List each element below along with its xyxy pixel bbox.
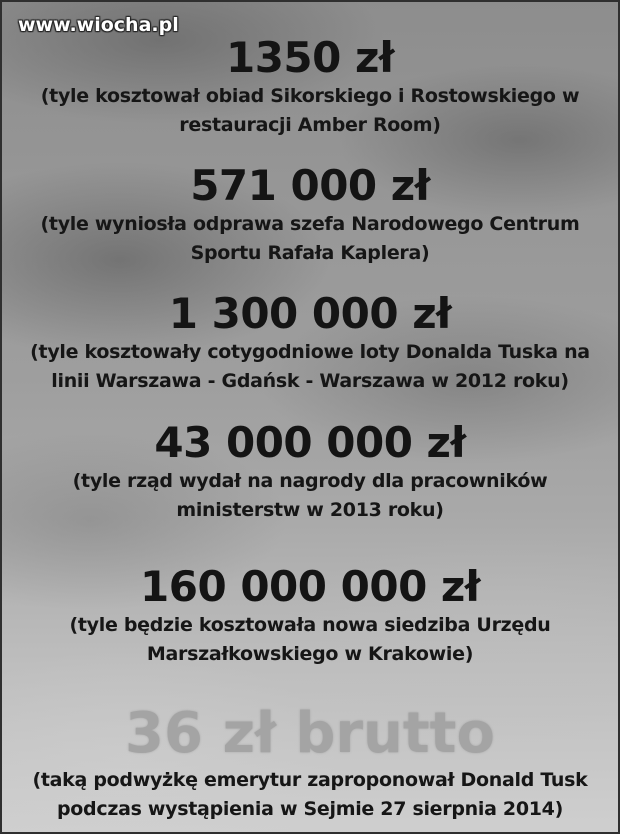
cost-amount: 160 000 000 zł bbox=[140, 562, 480, 611]
cost-item-2 bbox=[0, 162, 620, 268]
cost-description bbox=[0, 467, 620, 525]
cost-description-line: (taką podwyżkę emerytur zaproponował Donald Tusk bbox=[32, 769, 588, 791]
cost-item-1 bbox=[0, 34, 620, 140]
cost-description-line: ministerstw w 2013 roku) bbox=[176, 499, 444, 521]
cost-amount: 43 000 000 zł bbox=[154, 418, 466, 467]
cost-description-line: (tyle będzie kosztowała nowa siedziba Urzędu bbox=[69, 614, 551, 636]
cost-description-line: restauracji Amber Room) bbox=[179, 114, 441, 136]
pension-raise-amount: 36 zł brutto bbox=[125, 701, 495, 766]
cost-description-line: Marszałkowskiego w Krakowie) bbox=[146, 643, 474, 665]
cost-description bbox=[0, 82, 620, 140]
cost-amount: 1350 zł bbox=[225, 33, 395, 82]
cost-description bbox=[0, 766, 620, 824]
cost-description bbox=[0, 338, 620, 396]
cost-item-4 bbox=[0, 419, 620, 525]
cost-description-line: (tyle wyniosła odprawa szefa Narodowego Centrum bbox=[40, 213, 580, 235]
cost-item-5 bbox=[0, 563, 620, 669]
cost-description-line: linii Warszawa - Gdańsk - Warszawa w 2012 roku) bbox=[51, 370, 569, 392]
cost-item-3 bbox=[0, 290, 620, 396]
watermark-text: www.wiocha.pl bbox=[18, 14, 179, 36]
cost-description-line: podczas wystąpienia w Sejmie 27 sierpnia 2014) bbox=[57, 798, 563, 820]
cost-description bbox=[0, 611, 620, 669]
cost-description-line: (tyle kosztował obiad Sikorskiego i Rostowskiego w bbox=[40, 85, 580, 107]
cost-amount: 1 300 000 zł bbox=[168, 289, 452, 338]
cost-description-line: (tyle rząd wydał na nagrody dla pracowników bbox=[72, 470, 548, 492]
cost-amount: 571 000 zł bbox=[190, 161, 430, 210]
pension-raise-item bbox=[0, 701, 620, 824]
cost-description bbox=[0, 210, 620, 268]
cost-description-line: Sportu Rafała Kaplera) bbox=[190, 242, 430, 264]
cost-description-line: (tyle kosztowały cotygodniowe loty Donalda Tuska na bbox=[30, 341, 590, 363]
